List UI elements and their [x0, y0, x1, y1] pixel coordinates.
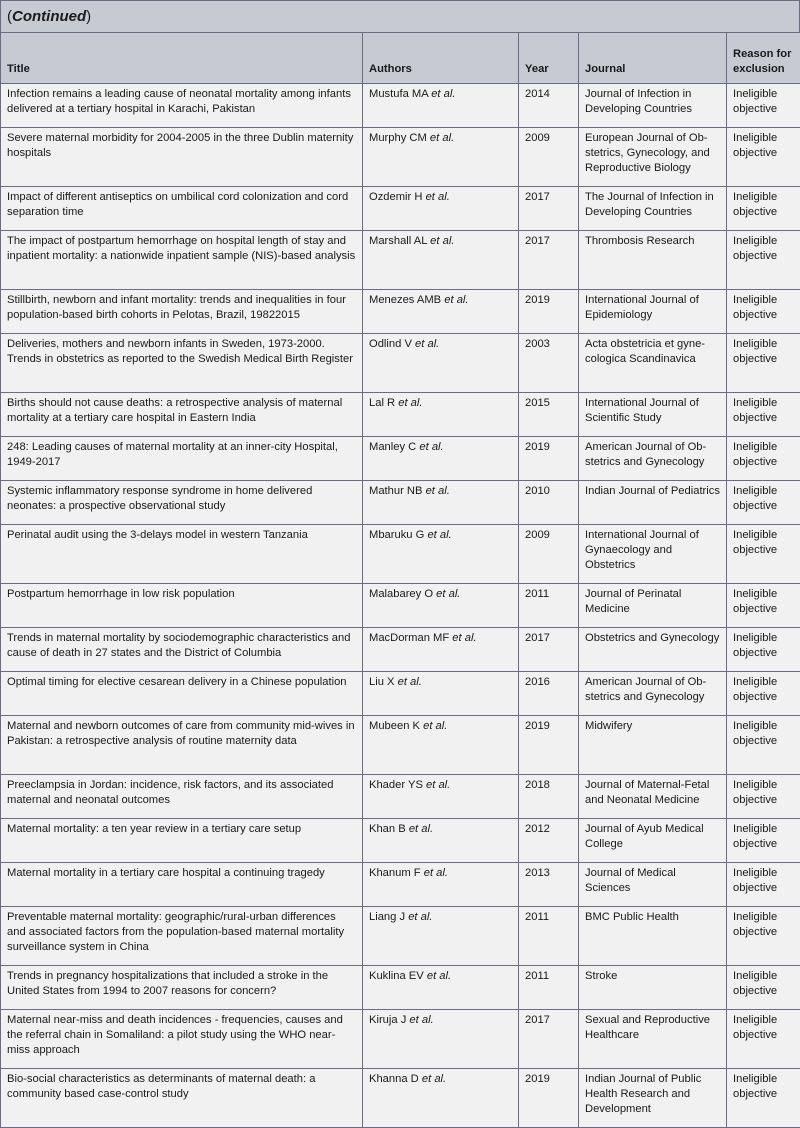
cell-journal: Thrombosis Research — [579, 231, 727, 290]
cell-journal: Acta obstetricia et gyne-cologica Scandinavica — [579, 334, 727, 393]
cell-year: 2019 — [519, 290, 579, 334]
author-etal: et al. — [430, 235, 454, 247]
cell-journal: Journal of Perinatal Medicine — [579, 584, 727, 628]
cell-authors — [363, 290, 519, 334]
cell-authors — [363, 672, 519, 716]
cell-authors — [363, 863, 519, 907]
cell-authors — [363, 716, 519, 775]
table-row — [1, 966, 800, 1010]
cell-title: The impact of postpartum hemorrhage on hospital length of stay and inpatient mortality: a nationwide inpatient sample (NIS)-based analysis — [1, 231, 363, 290]
table-header-row — [1, 33, 800, 84]
table-row — [1, 290, 800, 334]
author-etal: et al. — [452, 632, 476, 644]
cell-journal: Indian Journal of Public Health Research and Development — [579, 1069, 727, 1128]
cell-authors — [363, 128, 519, 187]
cell-year: 2010 — [519, 481, 579, 525]
table-row — [1, 231, 800, 290]
author-etal: et al. — [426, 779, 450, 791]
table-row — [1, 584, 800, 628]
cell-title: Impact of different antiseptics on umbilical cord colonization and cord separation time — [1, 187, 363, 231]
author-name: Khanna D — [369, 1073, 419, 1085]
cell-reason: Ineligible objective — [727, 907, 800, 966]
author-etal: et al. — [415, 338, 439, 350]
cell-journal: International Journal of Gynaecology and Obstetrics — [579, 525, 727, 584]
cell-title: Severe maternal morbidity for 2004-2005 in the three Dublin maternity hospitals — [1, 128, 363, 187]
header-authors: Authors — [363, 33, 519, 84]
cell-authors — [363, 481, 519, 525]
cell-year: 2017 — [519, 187, 579, 231]
cell-journal: Journal of Medical Sciences — [579, 863, 727, 907]
author-name: Lal R — [369, 397, 395, 409]
cell-year: 2017 — [519, 1010, 579, 1069]
cell-title: Bio-social characteristics as determinants of maternal death: a community based case-control study — [1, 1069, 363, 1128]
cell-reason: Ineligible objective — [727, 584, 800, 628]
cell-reason: Ineligible objective — [727, 966, 800, 1010]
cell-journal: Journal of Maternal-Fetal and Neonatal Medicine — [579, 775, 727, 819]
cell-title: Postpartum hemorrhage in low risk population — [1, 584, 363, 628]
cell-authors — [363, 966, 519, 1010]
table-row — [1, 1010, 800, 1069]
cell-year: 2003 — [519, 334, 579, 393]
cell-authors — [363, 84, 519, 128]
cell-authors — [363, 819, 519, 863]
author-name: Mubeen K — [369, 720, 420, 732]
table-row — [1, 128, 800, 187]
author-name: Murphy CM — [369, 132, 427, 144]
cell-authors — [363, 187, 519, 231]
author-name: Menezes AMB — [369, 294, 441, 306]
table-row — [1, 393, 800, 437]
cell-reason: Ineligible objective — [727, 628, 800, 672]
cell-authors — [363, 628, 519, 672]
author-etal: et al. — [431, 88, 455, 100]
exclusion-table — [0, 32, 800, 1128]
cell-reason: Ineligible objective — [727, 716, 800, 775]
cell-authors — [363, 775, 519, 819]
cell-authors — [363, 584, 519, 628]
cell-title: Perinatal audit using the 3-delays model in western Tanzania — [1, 525, 363, 584]
table-row — [1, 437, 800, 481]
cell-authors — [363, 231, 519, 290]
cell-journal: Sexual and Reproductive Healthcare — [579, 1010, 727, 1069]
author-name: Ozdemir H — [369, 191, 422, 203]
cell-reason: Ineligible objective — [727, 1010, 800, 1069]
table-row — [1, 863, 800, 907]
cell-journal: International Journal of Epidemiology — [579, 290, 727, 334]
cell-reason: Ineligible objective — [727, 334, 800, 393]
cell-authors — [363, 907, 519, 966]
author-name: Kiruja J — [369, 1014, 406, 1026]
author-etal: et al. — [398, 397, 422, 409]
cell-reason: Ineligible objective — [727, 775, 800, 819]
author-name: MacDorman MF — [369, 632, 449, 644]
cell-title: Systemic inflammatory response syndrome in home delivered neonates: a prospective observational study — [1, 481, 363, 525]
header-year: Year — [519, 33, 579, 84]
author-etal: et al. — [408, 911, 432, 923]
author-etal: et al. — [422, 1073, 446, 1085]
cell-authors — [363, 1069, 519, 1128]
cell-year: 2019 — [519, 716, 579, 775]
cell-year: 2009 — [519, 525, 579, 584]
cell-journal: Stroke — [579, 966, 727, 1010]
cell-year: 2017 — [519, 628, 579, 672]
author-etal: et al. — [427, 970, 451, 982]
cell-year: 2011 — [519, 966, 579, 1010]
cell-title: Maternal mortality in a tertiary care hospital a continuing tragedy — [1, 863, 363, 907]
table-row — [1, 775, 800, 819]
banner-open-paren: ( — [7, 8, 12, 25]
continued-banner — [0, 0, 800, 32]
author-etal: et al. — [427, 529, 451, 541]
cell-year: 2014 — [519, 84, 579, 128]
table-row — [1, 481, 800, 525]
cell-year: 2016 — [519, 672, 579, 716]
table-row — [1, 819, 800, 863]
cell-year: 2015 — [519, 393, 579, 437]
cell-authors — [363, 334, 519, 393]
cell-title: Trends in maternal mortality by sociodemographic characteristics and cause of death in 27 states and the District of Columbia — [1, 628, 363, 672]
author-name: Manley C — [369, 441, 416, 453]
author-name: Liu X — [369, 676, 395, 688]
author-name: Mathur NB — [369, 485, 422, 497]
cell-authors — [363, 393, 519, 437]
cell-journal: Obstetrics and Gynecology — [579, 628, 727, 672]
cell-year: 2011 — [519, 907, 579, 966]
author-name: Malabarey O — [369, 588, 433, 600]
cell-title: Infection remains a leading cause of neonatal mortality among infants delivered at a tertiary hospital in Karachi, Pakistan — [1, 84, 363, 128]
cell-journal: Journal of Ayub Medical College — [579, 819, 727, 863]
cell-title: 248: Leading causes of maternal mortality at an inner-city Hospital, 1949-2017 — [1, 437, 363, 481]
table-row — [1, 907, 800, 966]
cell-year: 2019 — [519, 437, 579, 481]
cell-year: 2018 — [519, 775, 579, 819]
cell-year: 2012 — [519, 819, 579, 863]
cell-journal: American Journal of Ob-stetrics and Gynecology — [579, 672, 727, 716]
author-name: Marshall AL — [369, 235, 427, 247]
cell-year: 2011 — [519, 584, 579, 628]
cell-journal: BMC Public Health — [579, 907, 727, 966]
cell-reason: Ineligible objective — [727, 863, 800, 907]
author-etal: et al. — [426, 191, 450, 203]
banner-close-paren: ) — [86, 8, 91, 25]
cell-title: Preeclampsia in Jordan: incidence, risk factors, and its associated maternal and neonatal outcomes — [1, 775, 363, 819]
author-etal: et al. — [409, 823, 433, 835]
cell-journal: European Journal of Ob-stetrics, Gynecology, and Reproductive Biology — [579, 128, 727, 187]
table-row — [1, 334, 800, 393]
author-etal: et al. — [423, 720, 447, 732]
cell-reason: Ineligible objective — [727, 481, 800, 525]
banner-continued-label: Continued — [12, 8, 86, 25]
cell-reason: Ineligible objective — [727, 437, 800, 481]
author-name: Mbaruku G — [369, 529, 424, 541]
author-etal: et al. — [398, 676, 422, 688]
cell-journal: The Journal of Infection in Developing Countries — [579, 187, 727, 231]
cell-year: 2013 — [519, 863, 579, 907]
cell-journal: International Journal of Scientific Study — [579, 393, 727, 437]
cell-year: 2019 — [519, 1069, 579, 1128]
header-reason: Reason for exclusion — [727, 33, 800, 84]
cell-journal: Journal of Infection in Developing Countries — [579, 84, 727, 128]
table-row — [1, 716, 800, 775]
cell-title: Births should not cause deaths: a retrospective analysis of maternal mortality at a tertiary care hospital in Eastern India — [1, 393, 363, 437]
cell-reason: Ineligible objective — [727, 84, 800, 128]
cell-reason: Ineligible objective — [727, 525, 800, 584]
cell-reason: Ineligible objective — [727, 128, 800, 187]
author-etal: et al. — [424, 867, 448, 879]
cell-journal: Midwifery — [579, 716, 727, 775]
cell-title: Optimal timing for elective cesarean delivery in a Chinese population — [1, 672, 363, 716]
author-etal: et al. — [419, 441, 443, 453]
author-name: Khader YS — [369, 779, 423, 791]
cell-title: Preventable maternal mortality: geographic/rural-urban differences and associated factors from the population-based maternal mortality surveillance system in China — [1, 907, 363, 966]
cell-reason: Ineligible objective — [727, 672, 800, 716]
cell-reason: Ineligible objective — [727, 231, 800, 290]
author-name: Kuklina EV — [369, 970, 424, 982]
table-row — [1, 628, 800, 672]
cell-authors — [363, 1010, 519, 1069]
cell-reason: Ineligible objective — [727, 290, 800, 334]
cell-authors — [363, 525, 519, 584]
table-row — [1, 84, 800, 128]
header-journal: Journal — [579, 33, 727, 84]
author-name: Khan B — [369, 823, 406, 835]
table-row — [1, 525, 800, 584]
author-etal: et al. — [409, 1014, 433, 1026]
table-row — [1, 187, 800, 231]
cell-title: Maternal near-miss and death incidences - frequencies, causes and the referral chain in Somaliland: a pilot study using the WHO near-miss approach — [1, 1010, 363, 1069]
cell-title: Trends in pregnancy hospitalizations that included a stroke in the United States from 1994 to 2007 reasons for concern? — [1, 966, 363, 1010]
cell-title: Deliveries, mothers and newborn infants in Sweden, 1973-2000. Trends in obstetrics as reported to the Swedish Medical Birth Register — [1, 334, 363, 393]
table-row — [1, 672, 800, 716]
author-name: Odlind V — [369, 338, 412, 350]
author-etal: et al. — [426, 485, 450, 497]
cell-year: 2009 — [519, 128, 579, 187]
cell-journal: Indian Journal of Pediatrics — [579, 481, 727, 525]
author-etal: et al. — [444, 294, 468, 306]
cell-year: 2017 — [519, 231, 579, 290]
cell-reason: Ineligible objective — [727, 819, 800, 863]
author-etal: et al. — [430, 132, 454, 144]
cell-title: Maternal and newborn outcomes of care from community mid-wives in Pakistan: a retrospective analysis of routine maternity data — [1, 716, 363, 775]
table-row — [1, 1069, 800, 1128]
header-title: Title — [1, 33, 363, 84]
author-etal: et al. — [436, 588, 460, 600]
author-name: Liang J — [369, 911, 405, 923]
author-name: Mustufa MA — [369, 88, 428, 100]
author-name: Khanum F — [369, 867, 421, 879]
cell-reason: Ineligible objective — [727, 187, 800, 231]
cell-journal: American Journal of Ob-stetrics and Gynecology — [579, 437, 727, 481]
cell-reason: Ineligible objective — [727, 1069, 800, 1128]
cell-reason: Ineligible objective — [727, 393, 800, 437]
cell-title: Stillbirth, newborn and infant mortality: trends and inequalities in four population-based birth cohorts in Pelotas, Brazil, 19822015 — [1, 290, 363, 334]
cell-authors — [363, 437, 519, 481]
cell-title: Maternal mortality: a ten year review in a tertiary care setup — [1, 819, 363, 863]
